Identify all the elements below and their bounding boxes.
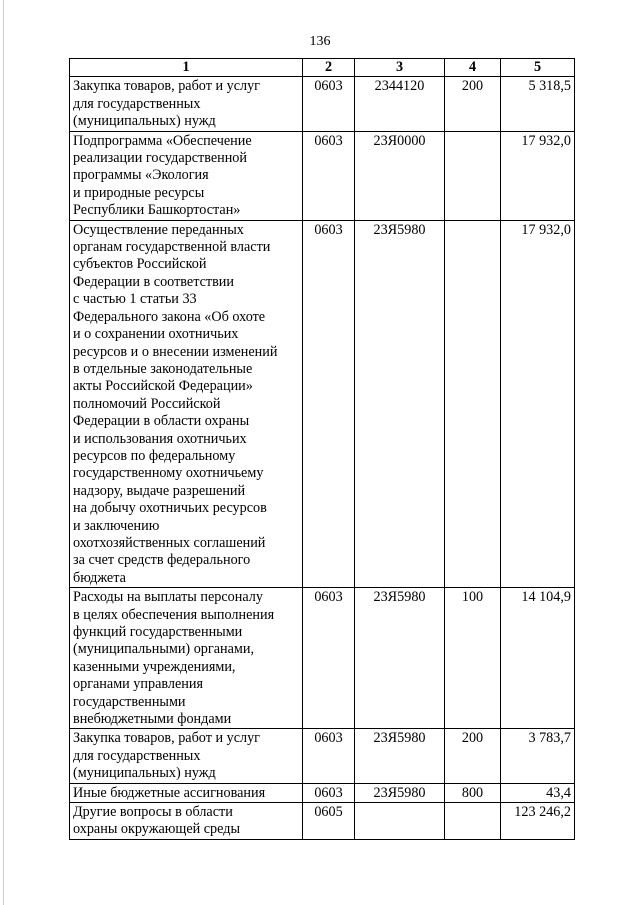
header-col-1: 1 (70, 59, 303, 77)
table-row (70, 131, 575, 220)
header-col-2: 2 (303, 59, 355, 77)
row-section-cell: 0603 (303, 220, 355, 588)
row-name-cell: Подпрограмма «Обеспечение реализации государственной программы «Экология и природные ресурсы Республики Башкортостан» (70, 131, 303, 220)
row-amount-cell: 17 932,0 (501, 131, 575, 220)
row-section-cell: 0605 (303, 803, 355, 840)
table-body (70, 77, 575, 839)
table-row (70, 77, 575, 131)
row-amount-cell: 17 932,0 (501, 220, 575, 588)
row-expense-kind-cell: 100 (445, 588, 501, 729)
row-code-cell: 23Я5980 (355, 588, 445, 729)
row-name-cell: Другие вопросы в области охраны окружающей среды (70, 803, 303, 840)
row-section-cell: 0603 (303, 77, 355, 131)
row-expense-kind-cell: 200 (445, 729, 501, 783)
row-section-cell: 0603 (303, 729, 355, 783)
row-code-cell: 23Я0000 (355, 131, 445, 220)
page-number: 136 (309, 34, 331, 49)
row-amount-cell: 14 104,9 (501, 588, 575, 729)
row-amount-cell: 5 318,5 (501, 77, 575, 131)
row-code-cell: 23Я5980 (355, 729, 445, 783)
row-code-cell: 23Я5980 (355, 220, 445, 588)
row-code-cell: 23Я5980 (355, 783, 445, 802)
header-col-4: 4 (445, 59, 501, 77)
row-expense-kind-cell (445, 131, 501, 220)
row-expense-kind-cell: 800 (445, 783, 501, 802)
table-row (70, 783, 575, 802)
header-col-5: 5 (501, 59, 575, 77)
row-name-cell: Осуществление переданных органам государственной власти субъектов Российской Федерации в соответствии с частью 1 статьи 33 Федерального закона «Об охоте и о сохранении охотничьих ресурсов и о внесении изменений в отдельные законодательные акты Российской Федерации» полномочий Российской Федерации в области охраны и использования охотничьих ресурсов по федеральному государственному охотничьему надзору, выдаче разрешений на добычу охотничьих ресурсов и заключению охотхозяйственных соглашений за счет средств федерального бюджета (70, 220, 303, 588)
header-row (70, 59, 575, 77)
row-name-cell: Расходы на выплаты персоналу в целях обеспечения выполнения функций государственными (муниципальными) органами, казенными учреждениями, органами управления государственными внебюджетными фондами (70, 588, 303, 729)
row-amount-cell: 3 783,7 (501, 729, 575, 783)
header-col-3: 3 (355, 59, 445, 77)
row-section-cell: 0603 (303, 588, 355, 729)
row-code-cell: 2344120 (355, 77, 445, 131)
table-row (70, 729, 575, 783)
scan-edge-line (3, 0, 4, 905)
row-name-cell: Иные бюджетные ассигнования (70, 783, 303, 802)
row-section-cell: 0603 (303, 783, 355, 802)
row-code-cell (355, 803, 445, 840)
row-expense-kind-cell (445, 803, 501, 840)
row-amount-cell: 43,4 (501, 783, 575, 802)
row-expense-kind-cell: 200 (445, 77, 501, 131)
row-section-cell: 0603 (303, 131, 355, 220)
table-row (70, 803, 575, 840)
row-name-cell: Закупка товаров, работ и услуг для государственных (муниципальных) нужд (70, 729, 303, 783)
table-row (70, 588, 575, 729)
row-expense-kind-cell (445, 220, 501, 588)
budget-table (69, 58, 575, 840)
row-name-cell: Закупка товаров, работ и услуг для государственных (муниципальных) нужд (70, 77, 303, 131)
table-row (70, 220, 575, 588)
row-amount-cell: 123 246,2 (501, 803, 575, 840)
